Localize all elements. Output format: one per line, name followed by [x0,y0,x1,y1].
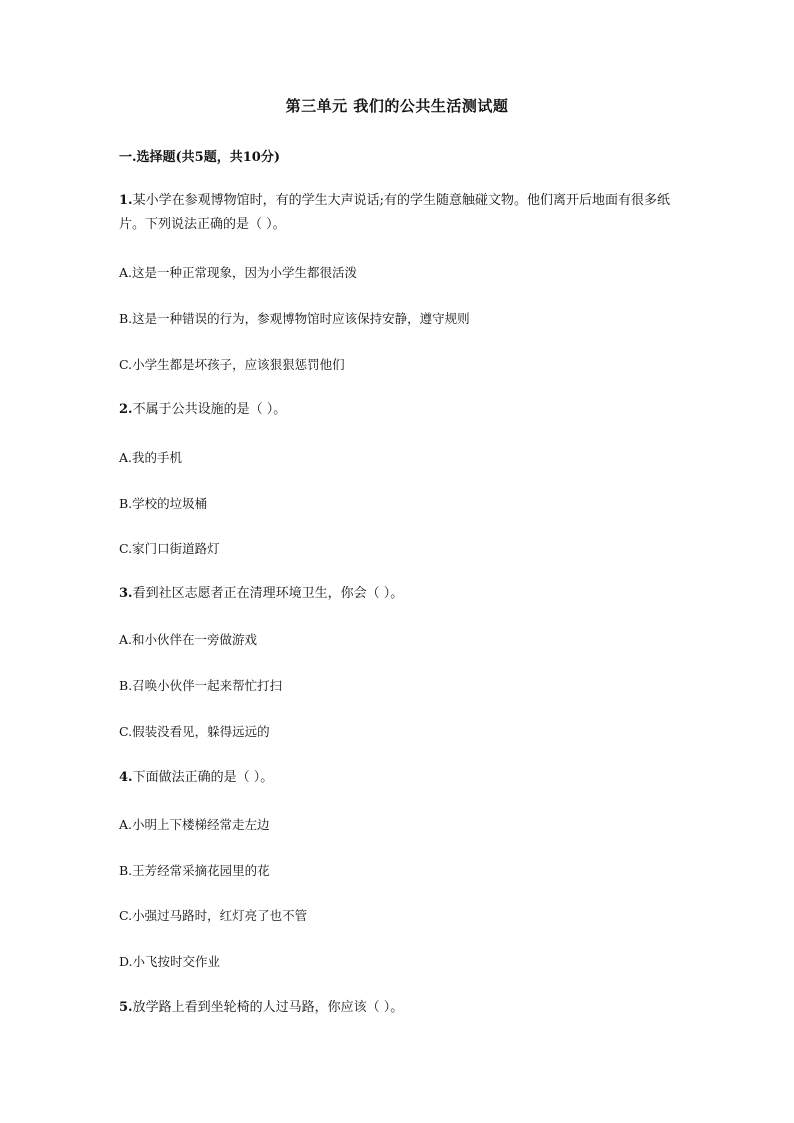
option-1a: A.这是一种正常现象，因为小学生都很活泼 [119,265,358,280]
question-number: 2. [119,402,133,417]
option-3c: C.假装没看见，躲得远远的 [119,724,270,739]
page-title: 第三单元 我们的公共生活测试题 [285,97,509,115]
option-1c: C.小学生都是坏孩子，应该狠狠惩罚他们 [119,357,345,372]
question-3 [119,582,679,606]
question-5 [119,996,679,1020]
option-3a: A.和小伙伴在一旁做游戏 [119,632,258,647]
question-4 [119,766,679,790]
option-4a: A.小明上下楼梯经常走左边 [119,817,270,832]
option-2c: C.家门口街道路灯 [119,541,220,556]
option-2a: A.我的手机 [119,450,183,465]
option-3b: B.召唤小伙伴一起来帮忙打扫 [119,678,283,693]
question-text: 下面做法正确的是（ ）。 [132,770,274,785]
question-text: 放学路上看到坐轮椅的人过马路，你应该（ ）。 [132,1000,404,1015]
option-4d: D.小飞按时交作业 [119,954,221,969]
question-number: 1. [119,193,133,208]
question-number: 4. [119,770,133,785]
question-number: 5. [119,1000,133,1015]
question-text: 看到社区志愿者正在清理环境卫生，你会（ ）。 [132,586,404,601]
question-number: 3. [119,586,133,601]
option-4c: C.小强过马路时，红灯亮了也不管 [119,908,308,923]
option-1b: B.这是一种错误的行为，参观博物馆时应该保持安静，遵守规则 [119,311,470,326]
option-2b: B.学校的垃圾桶 [119,496,208,511]
section-heading: 一.选择题(共5题，共10分) [119,150,280,165]
question-1 [119,189,679,237]
option-4b: B.王芳经常采摘花园里的花 [119,863,270,878]
question-text: 不属于公共设施的是（ ）。 [132,402,287,417]
question-text: 某小学在参观博物馆时，有的学生大声说话;有的学生随意触碰文物。他们离开后地面有很多纸片。下列说法正确的是（ ）。 [119,193,670,232]
question-2 [119,398,679,422]
